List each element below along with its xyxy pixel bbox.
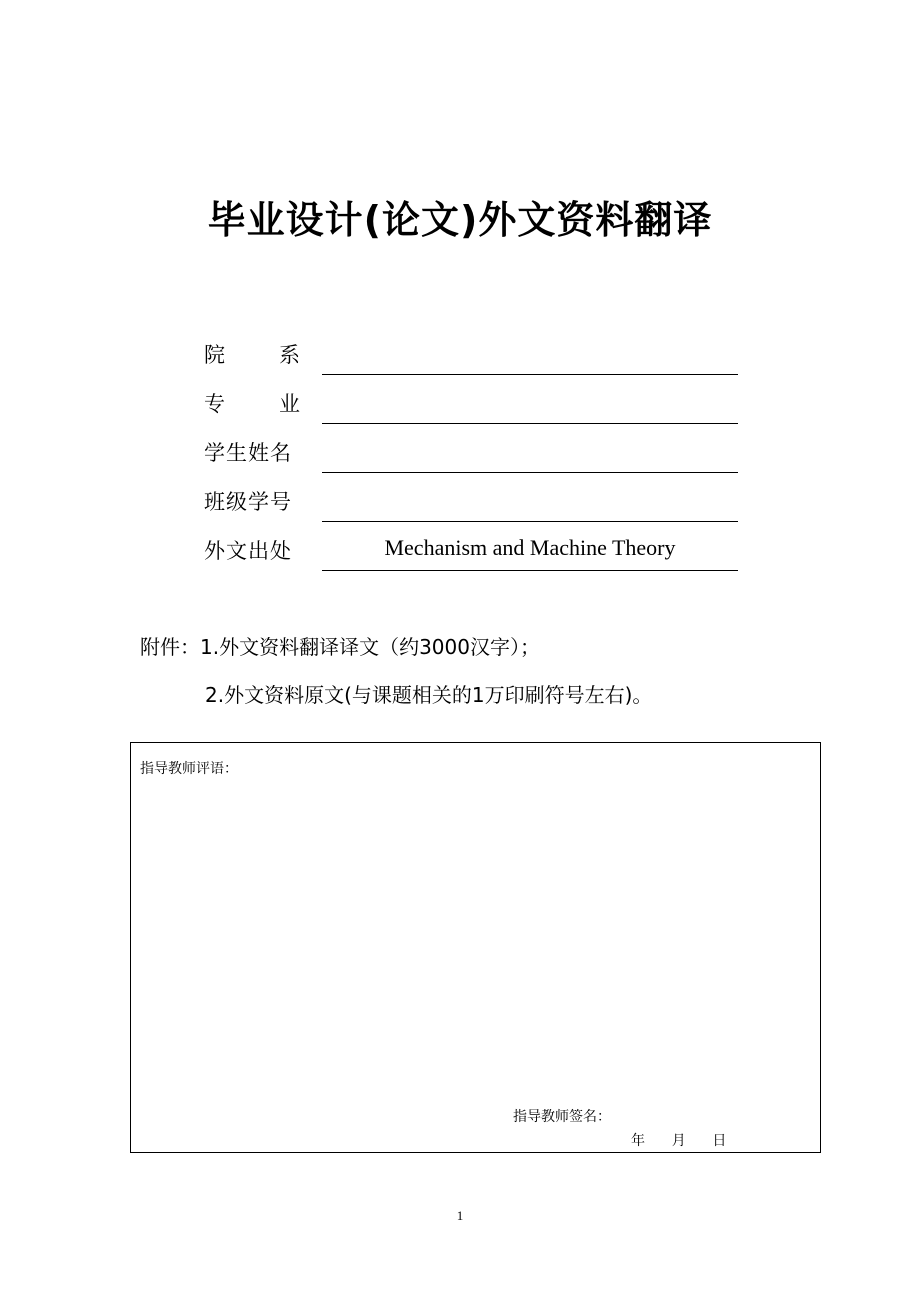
form-row-student-name <box>204 438 744 478</box>
student-name-label-text: 学生姓名 <box>204 441 292 465</box>
class-id-label-text: 班级学号 <box>204 490 292 514</box>
major-field[interactable] <box>322 383 738 424</box>
department-label <box>204 340 300 370</box>
form-row-class-id <box>204 487 744 527</box>
major-label-char-1: 专 <box>204 392 225 416</box>
advisor-comment-label: 指导教师评语： <box>140 761 238 777</box>
student-name-label <box>204 438 300 468</box>
department-label-char-2: 系 <box>279 343 300 367</box>
department-label-char-1: 院 <box>204 343 225 367</box>
page-title: 毕业设计(论文)外文资料翻译 <box>207 198 713 242</box>
attachment-line-1: 附件：1.外文资料翻译译文（约3000汉字）； <box>140 635 540 659</box>
department-field[interactable] <box>322 334 738 375</box>
form-row-source <box>204 536 744 576</box>
advisor-signature-label: 指导教师签名： <box>513 1109 611 1125</box>
attachment-line-2: 2.外文资料原文(与课题相关的1万印刷符号左右)。 <box>205 683 653 707</box>
form-row-department <box>204 340 744 380</box>
source-label <box>204 536 300 566</box>
student-name-field[interactable] <box>322 432 738 473</box>
advisor-comment-box[interactable] <box>130 742 821 1153</box>
source-label-text: 外文出处 <box>204 539 292 563</box>
class-id-label <box>204 487 300 517</box>
page-number: 1 <box>456 1208 464 1223</box>
major-label <box>204 389 300 419</box>
major-label-char-2: 业 <box>279 392 300 416</box>
form-row-major <box>204 389 744 429</box>
signature-date-line: 年 月 日 <box>631 1133 727 1149</box>
source-field[interactable]: Mechanism and Machine Theory <box>322 530 738 571</box>
class-id-field[interactable] <box>322 481 738 522</box>
